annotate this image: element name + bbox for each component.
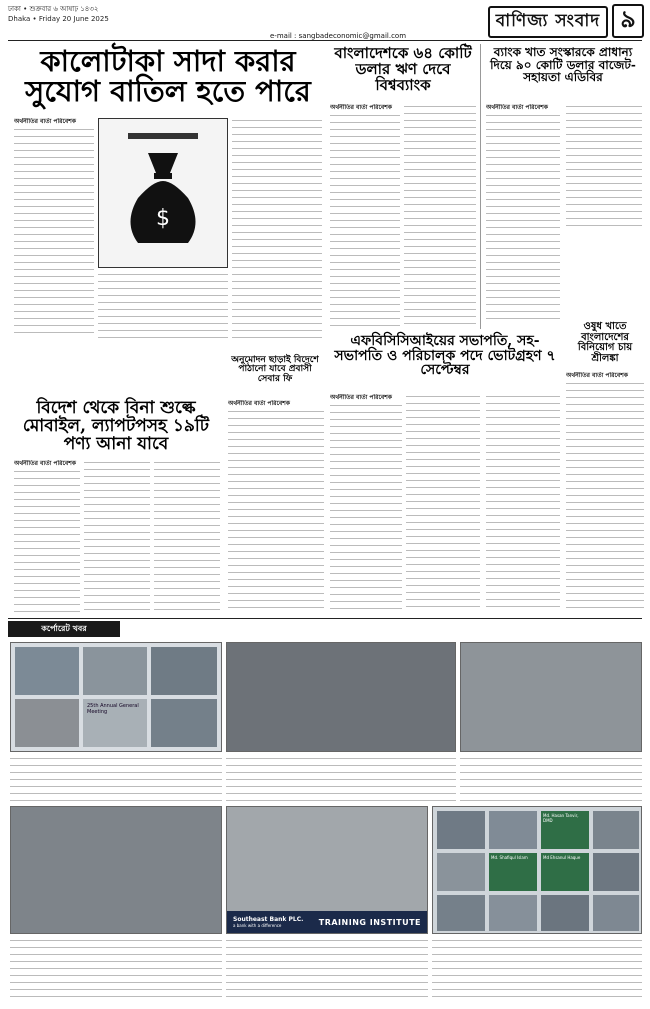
body-text	[98, 272, 228, 342]
header-rule	[8, 40, 642, 41]
body-text	[232, 118, 322, 343]
body-text	[330, 403, 402, 612]
date-line	[8, 4, 109, 24]
caption-text	[226, 938, 428, 1002]
body-text	[566, 381, 644, 611]
corporate-photo-boardroom	[460, 642, 642, 752]
caption-text	[460, 756, 642, 802]
body-text	[404, 104, 476, 329]
srilanka-byline: অর্থনীতির বার্তা পরিবেশক	[566, 372, 628, 379]
money-bag-illustration	[98, 118, 228, 268]
video-tile	[151, 699, 217, 747]
name-tag: Md Ehsanul Haque	[543, 855, 581, 860]
date-english: Dhaka • Friday 20 June 2025	[8, 15, 109, 23]
body-text	[330, 113, 400, 328]
adb-col-1	[486, 104, 560, 329]
agm-board-text: 25th Annual General Meeting	[87, 703, 139, 715]
masthead-logo: বাণিজ্য সংবাদ	[488, 6, 608, 38]
video-tile	[489, 811, 537, 849]
video-tile	[437, 853, 485, 891]
bank-name: Southeast Bank PLC.	[233, 916, 304, 923]
name-tag-tile	[541, 853, 589, 891]
srilanka-col	[566, 372, 644, 612]
body-text	[486, 113, 560, 323]
body-text	[566, 104, 642, 229]
date-bengali: ঢাকা • শুক্রবার ৬ আষাঢ় ১৪৩২	[8, 5, 99, 13]
fbcci-col-1	[330, 394, 402, 612]
annual-meeting-board	[83, 699, 147, 747]
headline-world-bank: বাংলাদেশকে ৬৪ কোটি ডলার ঋণ দেবে বিশ্বব্যাংক	[334, 44, 472, 94]
headline-adb: ব্যাংক খাত সংস্কারকে প্রাধান্য দিয়ে ৯০ কোটি ডলার বাজেট-সহায়তা এডিবির	[490, 45, 636, 85]
body-text	[14, 127, 94, 337]
remittance-byline: অর্থনীতির বার্তা পরিবেশক	[228, 400, 290, 407]
training-banner	[227, 911, 427, 933]
corporate-section-label: কর্পোরেট খবর	[8, 621, 120, 637]
video-tile	[83, 647, 147, 695]
caption-text	[10, 756, 222, 802]
caption-text	[432, 938, 642, 1002]
world-bank-byline: অর্থনীতির বার্তা পরিবেশক	[330, 104, 392, 111]
page-number: ৯	[612, 4, 644, 38]
section-rule	[8, 618, 642, 619]
body-text	[406, 394, 480, 612]
caption-text	[226, 756, 456, 802]
headline-black-money: কালোটাকা সাদা করার সুযোগ বাতিল হতে পারে	[25, 44, 311, 109]
bank-tagline: a bank with a difference	[233, 923, 282, 928]
world-bank-col-1	[330, 104, 400, 329]
body-text	[84, 460, 150, 612]
name-tag-tile	[541, 811, 589, 849]
corporate-photo-training	[226, 806, 428, 934]
body-text	[154, 460, 220, 612]
name-tag: Md. Shafiqul Islam	[491, 855, 528, 860]
fbcci-byline: অর্থনীতির বার্তা পরিবেশক	[330, 394, 392, 401]
corporate-photo-conference	[226, 642, 456, 752]
caption-text	[10, 938, 222, 1002]
video-tile	[593, 853, 639, 891]
name-tag: Md. Hasan Tanvir, DMD	[543, 813, 579, 823]
money-bag-icon	[118, 133, 208, 253]
mobile-byline: অর্থনীতির বার্তা পরিবেশক	[14, 460, 76, 467]
corporate-photo-meeting	[10, 642, 222, 752]
video-tile	[437, 811, 485, 849]
black-money-byline: অর্থনীতির বার্তা পরিবেশক	[14, 118, 76, 125]
remittance-col	[228, 400, 324, 612]
video-tile	[15, 647, 79, 695]
video-tile	[15, 699, 79, 747]
headline-mobile-laptop: বিদেশ থেকে বিনা শুল্কে মোবাইল, ল্যাপটপসহ ১৯টি পণ্য আনা যাবে	[22, 398, 210, 454]
video-tile	[437, 895, 485, 931]
black-money-col-1	[14, 118, 94, 343]
body-text	[486, 394, 560, 612]
column-divider	[480, 44, 481, 329]
video-tile	[541, 895, 589, 931]
video-tile	[489, 895, 537, 931]
headline-remittance: অনুমোদন ছাড়াই বিদেশে পাঠানো যাবে প্রবাসী সেবার ফি	[231, 355, 319, 384]
adb-byline: অর্থনীতির বার্তা পরিবেশক	[486, 104, 548, 111]
training-institute-label: TRAINING INSTITUTE	[318, 917, 421, 927]
svg-text:$: $	[156, 206, 170, 231]
video-tile	[593, 811, 639, 849]
video-tile	[151, 647, 217, 695]
body-text	[228, 409, 324, 612]
mobile-col-1	[14, 460, 80, 612]
southeast-bank-logo	[233, 916, 303, 928]
corporate-photo-video-grid	[432, 806, 642, 934]
header-email: e-mail : sangbadeconomic@gmail.com	[270, 32, 407, 40]
headline-srilanka: ওষুধ খাতে বাংলাদেশের বিনিয়োগ চায় শ্রীলঙ্কা	[577, 321, 633, 364]
corporate-photo-group	[10, 806, 222, 934]
video-tile	[593, 895, 639, 931]
name-tag-tile	[489, 853, 537, 891]
headline-fbcci: এফবিসিসিআইয়ের সভাপতি, সহ-সভাপতি ও পরিচালক পদে ভোটগ্রহণ ৭ সেপ্টেম্বর	[334, 333, 556, 379]
body-text	[14, 469, 80, 612]
